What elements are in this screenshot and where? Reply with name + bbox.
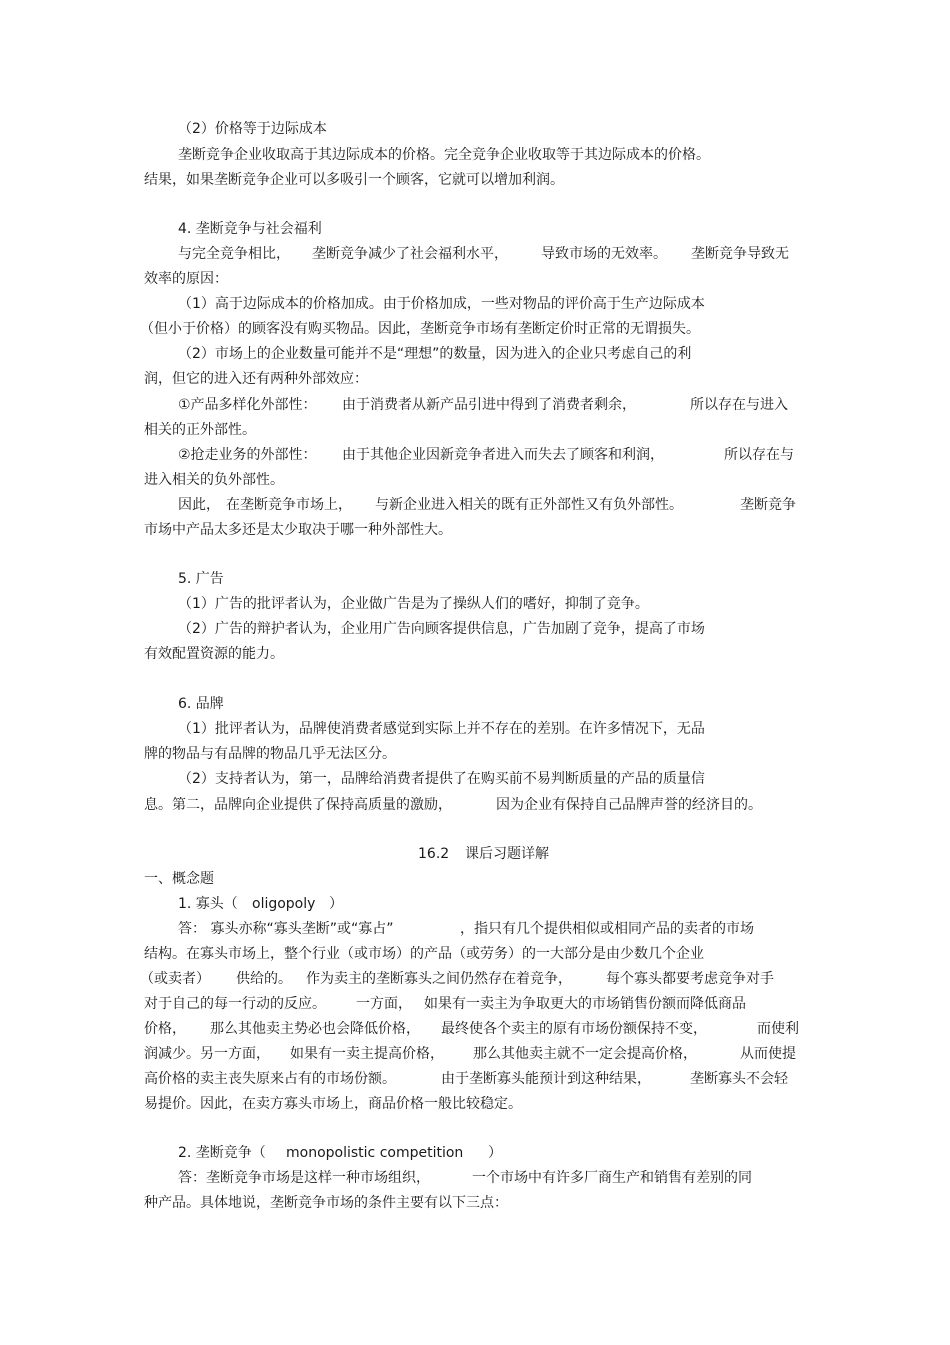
line-text: 那么其他卖主就不一定会提高价格， bbox=[473, 1046, 697, 1062]
text-line bbox=[0, 1019, 950, 1043]
text-line bbox=[0, 219, 950, 243]
line-text: （1）高于边际成本的价格加成。由于价格加成，一些对物品的评价高于生产边际成本 bbox=[178, 296, 705, 312]
line-text: 由于其他企业因新竞争者进入而失去了顾客和利润， bbox=[342, 447, 664, 463]
term-paren: ） bbox=[488, 1145, 502, 1161]
line-text: 在垄断竞争市场上， bbox=[226, 497, 352, 513]
text-line bbox=[0, 795, 950, 819]
text-line bbox=[0, 1193, 950, 1217]
line-text: 易提价。因此，在卖方寡头市场上，商品价格一般比较稳定。 bbox=[144, 1096, 522, 1112]
text-line bbox=[0, 1168, 950, 1192]
text-line bbox=[0, 769, 950, 793]
line-text: 润，但它的进入还有两种外部效应： bbox=[144, 371, 368, 387]
line-text: 结构。在寡头市场上，整个行业（或市场）的产品（或劳务）的一大部分是由少数几个企业 bbox=[144, 946, 704, 962]
text-line bbox=[0, 869, 950, 893]
text-line bbox=[0, 894, 950, 918]
text-line bbox=[0, 944, 950, 968]
text-line bbox=[0, 569, 950, 593]
text-line bbox=[0, 395, 950, 419]
line-text: 效率的原因： bbox=[144, 271, 228, 287]
line-text: 垄断竞争导致无 bbox=[691, 246, 789, 262]
line-text: 那么其他卖主势必也会降低价格， bbox=[210, 1021, 420, 1037]
line-text: 垄断竞争企业收取高于其边际成本的价格。完全竞争企业收取等于其边际成本的价格。 bbox=[178, 147, 710, 163]
line-text: 价格， bbox=[144, 1021, 186, 1037]
line-text: 所以存在与进入 bbox=[690, 397, 788, 413]
text-line bbox=[0, 420, 950, 444]
text-line bbox=[0, 1143, 950, 1167]
line-text: 因为企业有保持自己品牌声誉的经济目的。 bbox=[496, 797, 762, 813]
line-text: 一方面， bbox=[356, 996, 412, 1012]
line-text: （或卖者） bbox=[140, 971, 210, 987]
term-paren: ） bbox=[329, 896, 343, 912]
line-text: 息。第二，品牌向企业提供了保持高质量的激励， bbox=[144, 797, 452, 813]
text-line bbox=[0, 1094, 950, 1118]
line-text: 如果有一卖主提高价格， bbox=[290, 1046, 444, 1062]
text-line bbox=[0, 619, 950, 643]
line-text: （但小于价格）的顾客没有购买物品。因此，垄断竞争市场有垄断定价时正常的无谓损失。 bbox=[140, 321, 700, 337]
text-line bbox=[0, 470, 950, 494]
text-line bbox=[0, 744, 950, 768]
line-text: 答： 寡头亦称“寡头垄断”或“寡占” bbox=[178, 921, 394, 937]
line-text: （2）广告的辩护者认为，企业用广告向顾客提供信息，广告加剧了竞争，提高了市场 bbox=[178, 621, 705, 637]
text-line bbox=[0, 344, 950, 368]
line-text: （2）价格等于边际成本 bbox=[178, 121, 327, 137]
section-heading: 5. 广告 bbox=[178, 571, 224, 587]
line-text: 高价格的卖主丧失原来占有的市场份额。 bbox=[144, 1071, 396, 1087]
line-text: （1）批评者认为，品牌使消费者感觉到实际上并不存在的差别。在许多情况下，无品 bbox=[178, 721, 705, 737]
line-text: 答：垄断竞争市场是这样一种市场组织， bbox=[178, 1170, 430, 1186]
text-line bbox=[0, 369, 950, 393]
line-text: 导致市场的无效率。 bbox=[541, 246, 667, 262]
text-line bbox=[0, 919, 950, 943]
line-text: 每个寡头都要考虑竞争对手 bbox=[606, 971, 774, 987]
line-text: 由于消费者从新产品引进中得到了消费者剩余， bbox=[342, 397, 636, 413]
text-line bbox=[0, 145, 950, 169]
section-heading: 6. 品牌 bbox=[178, 696, 224, 712]
line-text: （2）支持者认为，第一，品牌给消费者提供了在购买前不易判断质量的产品的质量信 bbox=[178, 771, 705, 787]
line-text: 对于自己的每一行动的反应。 bbox=[144, 996, 326, 1012]
term-english: oligopoly bbox=[252, 896, 316, 912]
line-text: 相关的正外部性。 bbox=[144, 422, 256, 438]
line-text: 从而使提 bbox=[740, 1046, 796, 1062]
line-text: 有效配置资源的能力。 bbox=[144, 646, 284, 662]
line-text: 最终使各个卖主的原有市场份额保持不变， bbox=[441, 1021, 707, 1037]
text-line bbox=[0, 269, 950, 293]
line-text: （2）市场上的企业数量可能并不是“理想”的数量，因为进入的企业只考虑自己的利 bbox=[178, 346, 692, 362]
chapter-title: 课后习题详解 bbox=[465, 846, 549, 862]
chapter-number: 16.2 bbox=[418, 846, 450, 862]
text-line bbox=[0, 170, 950, 194]
line-text: 如果有一卖主为争取更大的市场销售份额而降低商品 bbox=[424, 996, 746, 1012]
line-text: 垄断竞争减少了社会福利水平， bbox=[312, 246, 508, 262]
line-text: ，指只有几个提供相似或相同产品的卖者的市场 bbox=[460, 921, 754, 937]
section-heading: 4. 垄断竞争与社会福利 bbox=[178, 221, 322, 237]
text-line bbox=[0, 445, 950, 469]
text-line bbox=[0, 994, 950, 1018]
section-heading: 一、概念题 bbox=[144, 871, 214, 887]
line-text: 作为卖主的垄断寡头之间仍然存在着竞争， bbox=[306, 971, 572, 987]
term-english: monopolistic competition bbox=[286, 1145, 464, 1161]
text-line bbox=[0, 495, 950, 519]
line-text: 结果，如果垄断竞争企业可以多吸引一个顾客，它就可以增加利润。 bbox=[144, 172, 564, 188]
line-text: 市场中产品太多还是太少取决于哪一种外部性大。 bbox=[144, 522, 452, 538]
line-text: 垄断寡头不会轻 bbox=[690, 1071, 788, 1087]
term-heading: 2. 垄断竞争（ bbox=[178, 1145, 266, 1161]
line-text: ①产品多样化外部性： bbox=[178, 397, 317, 413]
line-text: 所以存在与 bbox=[724, 447, 794, 463]
line-text: 牌的物品与有品牌的物品几乎无法区分。 bbox=[144, 746, 396, 762]
line-text: 垄断竞争 bbox=[740, 497, 796, 513]
text-line bbox=[0, 694, 950, 718]
text-line bbox=[0, 844, 950, 868]
text-line bbox=[0, 969, 950, 993]
line-text: ②抢走业务的外部性： bbox=[178, 447, 317, 463]
text-line bbox=[0, 319, 950, 343]
text-line bbox=[0, 294, 950, 318]
line-text: 进入相关的负外部性。 bbox=[144, 472, 284, 488]
line-text: 由于垄断寡头能预计到这种结果， bbox=[441, 1071, 651, 1087]
line-text: 供给的。 bbox=[236, 971, 292, 987]
line-text: （1）广告的批评者认为，企业做广告是为了操纵人们的嗜好，抑制了竞争。 bbox=[178, 596, 649, 612]
text-line bbox=[0, 119, 950, 143]
line-text: 与完全竞争相比， bbox=[178, 246, 290, 262]
text-line bbox=[0, 1044, 950, 1068]
line-text: 种产品。具体地说，垄断竞争市场的条件主要有以下三点： bbox=[144, 1195, 508, 1211]
term-heading: 1. 寡头（ bbox=[178, 896, 238, 912]
text-line bbox=[0, 244, 950, 268]
line-text: 一个市场中有许多厂商生产和销售有差别的同 bbox=[472, 1170, 752, 1186]
text-line bbox=[0, 594, 950, 618]
text-line bbox=[0, 644, 950, 668]
line-text: 而使利 bbox=[757, 1021, 799, 1037]
line-text: 因此， bbox=[178, 497, 220, 513]
text-line bbox=[0, 520, 950, 544]
line-text: 与新企业进入相关的既有正外部性又有负外部性。 bbox=[375, 497, 683, 513]
line-text: 润减少。另一方面， bbox=[144, 1046, 270, 1062]
text-line bbox=[0, 719, 950, 743]
text-line bbox=[0, 1069, 950, 1093]
